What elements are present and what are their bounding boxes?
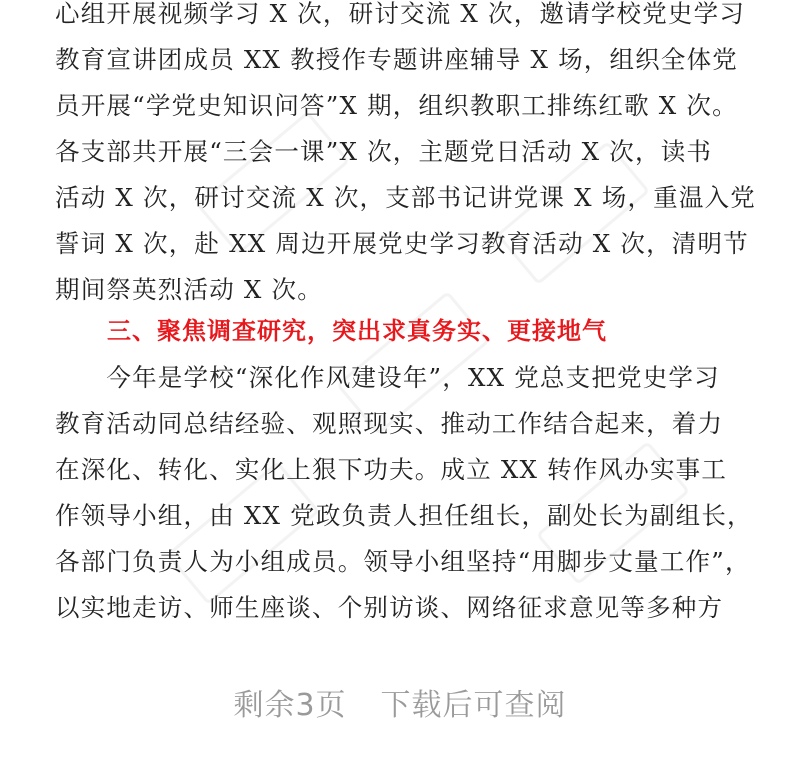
download-prompt[interactable] (0, 680, 800, 724)
text-line: 活动 X 次，研讨交流 X 次，支部书记讲党课 X 场，重温入党 (55, 183, 756, 212)
text-line: 教育活动同总结经验、观照现实、推动工作结合起来，着力 (55, 409, 724, 438)
remaining-pages-label[interactable]: 剩余3页 (233, 688, 347, 723)
text-line: 作领导小组，由 XX 党政负责人担任组长，副处长为副组长， (55, 501, 753, 530)
section-heading: 三、聚焦调查研究，突出求真务实、更接地气 (107, 317, 607, 345)
text-line: 誓词 X 次，赴 XX 周边开展党史学习教育活动 X 次，清明节 (55, 229, 749, 258)
text-line: 期间祭英烈活动 X 次。 (55, 275, 323, 304)
download-to-view-label[interactable]: 下载后可查阅 (380, 688, 567, 723)
text-line: 各支部共开展“三会一课”X 次，主题党日活动 X 次，读书 (55, 137, 713, 166)
text-line: 今年是学校“深化作风建设年”，XX 党总支把党史学习 (55, 363, 720, 392)
text-line: 教育宣讲团成员 XX 教授作专题讲座辅导 X 场，组织全体党 (55, 45, 738, 74)
text-line: 以实地走访、师生座谈、个别访谈、网络征求意见等多种方 (55, 593, 724, 622)
text-line: 各部门负责人为小组成员。领导小组坚持“用脚步丈量工作”， (55, 547, 751, 576)
text-line: 心组开展视频学习 X 次，研讨交流 X 次，邀请学校党史学习 (55, 0, 746, 28)
text-line: 在深化、转化、实化上狠下功夫。成立 XX 转作风办实事工 (55, 455, 728, 484)
text-line: 员开展“学党史知识问答”X 期，组织教职工排练红歌 X 次。 (55, 91, 738, 120)
